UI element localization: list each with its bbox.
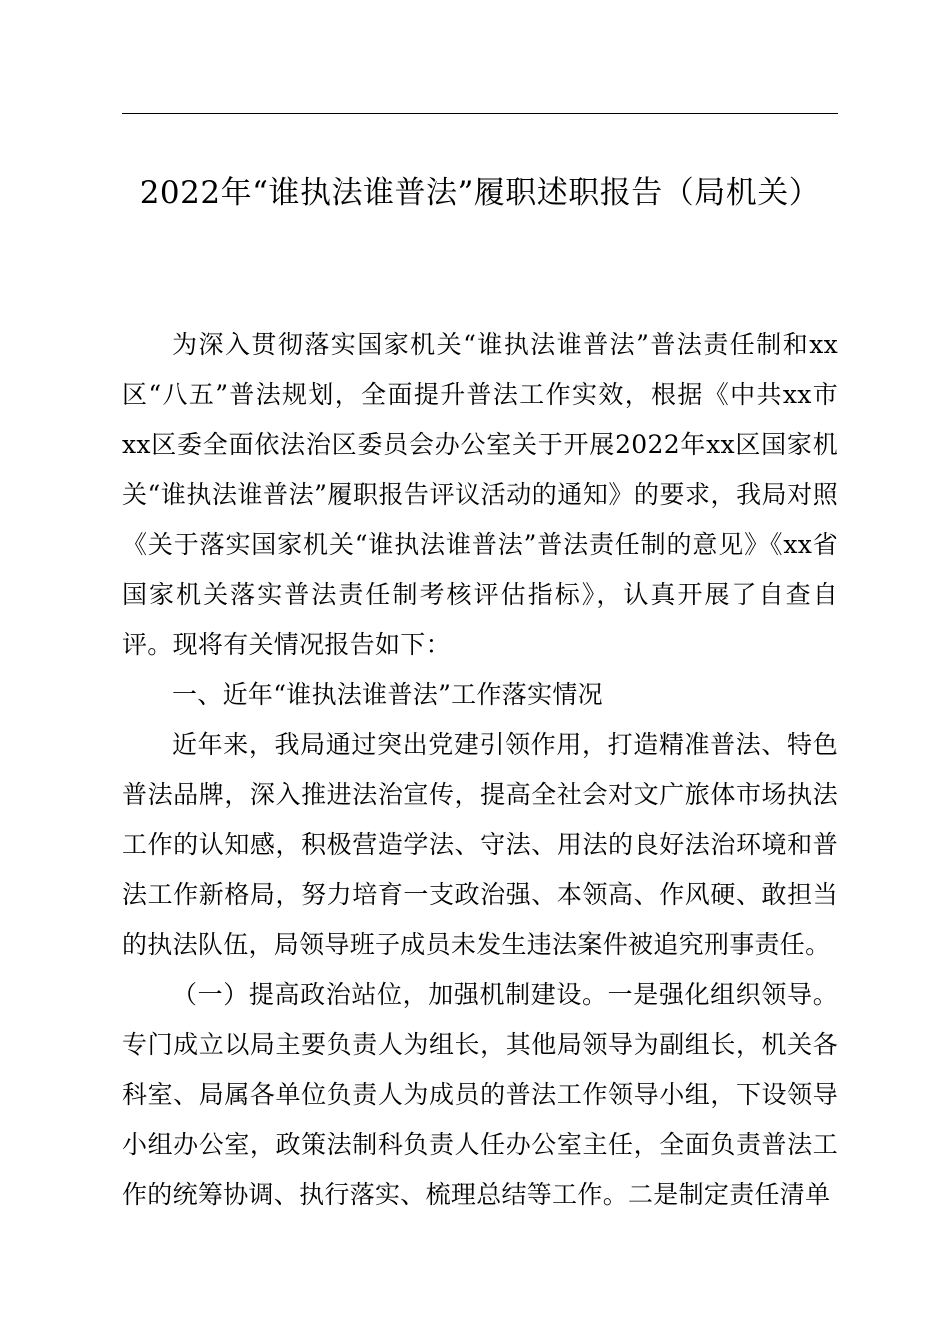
document-body [122, 320, 838, 1220]
paragraph-overview: 近年来，我局通过突出党建引领作用，打造精准普法、特色普法品牌，深入推进法治宣传，提高全社会对文广旅体市场执法工作的认知感，积极营造学法、守法、用法的良好法治环境和普法工作新格局，努力培育一支政治强、本领高、作风硬、敢担当的执法队伍，局领导班子成员未发生违法案件被追究刑事责任。 [122, 730, 838, 959]
paragraph-subsection-1: （一）提高政治站位，加强机制建设。一是强化组织领导。专门成立以局主要负责人为组长，其他局领导为副组长，机关各科室、局属各单位负责人为成员的普法工作领导小组，下设领导小组办公室，政策法制科负责人任办公室主任，全面负责普法工作的统筹协调、执行落实、梳理总结等工作。二是制定责任清单 [122, 980, 838, 1209]
paragraph-intro: 为深入贯彻落实国家机关“谁执法谁普法”普法责任制和xx区“八五”普法规划，全面提升普法工作实效，根据《中共xx市xx区委全面依法治区委员会办公室关于开展2022年xx区国家机关“谁执法谁普法”履职报告评议活动的通知》的要求，我局对照《关于落实国家机关“谁执法谁普法”普法责任制的意见》《xx省国家机关落实普法责任制考核评估指标》，认真开展了自查自评。现将有关情况报告如下： [122, 330, 838, 659]
section-heading-1: 一、近年“谁执法谁普法”工作落实情况 [172, 680, 603, 709]
document-title: 2022年“谁执法谁普法”履职述职报告（局机关） [139, 175, 821, 211]
header-rule [122, 113, 838, 114]
